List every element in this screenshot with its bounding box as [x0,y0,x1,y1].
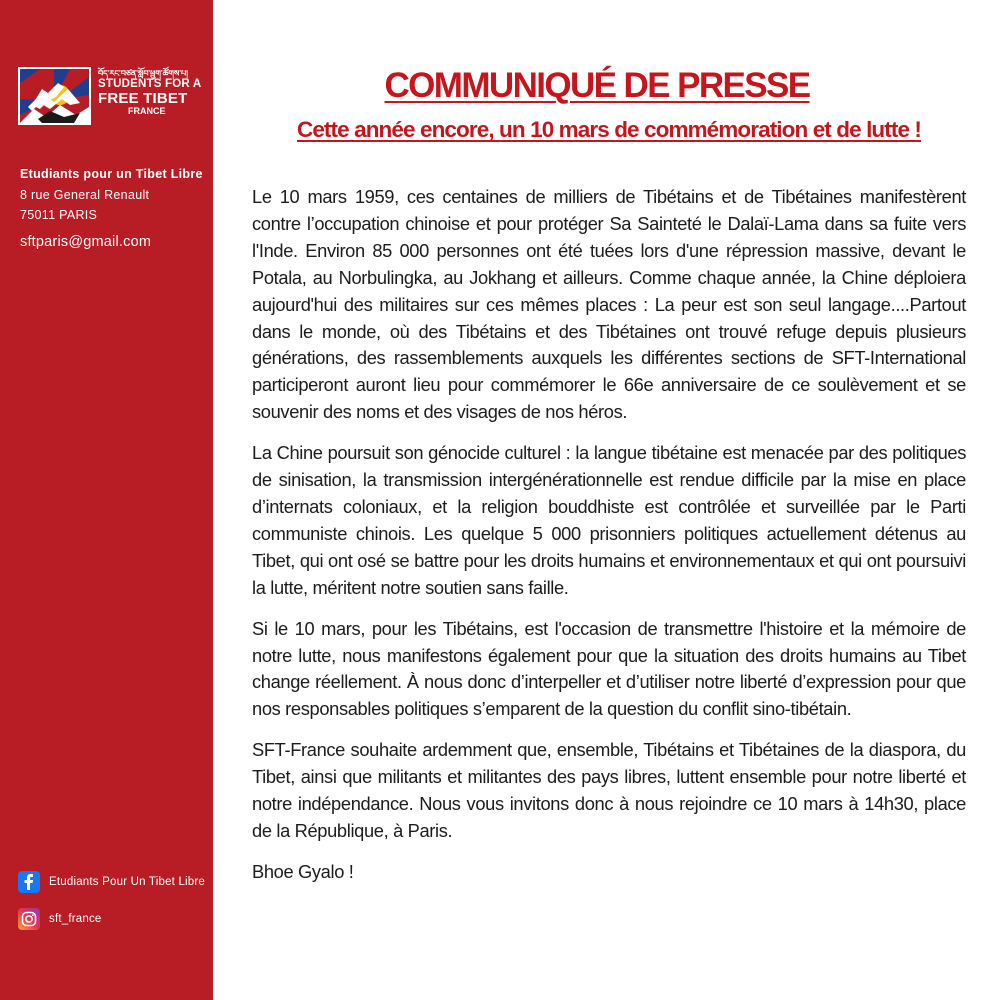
logo-wordmark [98,69,208,117]
address-line-2: 75011 PARIS [20,208,98,222]
sidebar [0,0,213,1000]
closing-line: Bhoe Gyalo ! [252,860,354,882]
page-title: COMMUNIQUÉ DE PRESSE [384,66,810,105]
contact-block [20,166,210,250]
paragraph-1: Le 10 mars 1959, ces centaines de milliers de Tibétains et de Tibétaines manifestèrent contre l’occupation chinoise et pour protéger Sa Sainteté le Dalaï-Lama dans sa fuite vers l'Inde. Environ 85 000 personnes ont été tuées lors d'une répression massive, devant le Potala, au Norbulingka, au Jokhang et ailleurs. Comme chaque année, la Chine déploiera aujourd'hui des militaires sur ces mêmes places : La peur est son seul langage....Partout dans le monde, où des Tibétains et des Tibétaines ont trouvé refuge depuis plusieurs générations, des rassemblements auxquels les différentes sections de SFT-International participeront auront lieu pour commémorer le 66e anniversaire de ce soulèvement et se souvenir des noms et des visages de nos héros. [252,186,966,423]
facebook-link[interactable] [18,870,213,894]
email-link[interactable]: sftparis@gmail.com [20,234,152,250]
paragraph-3: Si le 10 mars, pour les Tibétains, est l'occasion de transmettre l'histoire et la mémoire de notre lutte, nous manifestons également pour que la situation des droits humains au Tibet change réellement. À nous donc d’interpeller et d’utiliser notre liberté d’expression pour que nos responsables politiques s’emparent de la question du conflit sino-tibétain. [252,617,966,720]
snow-lion-flag-emblem [18,67,91,125]
logo-tibetan-script: བོད་རང་བཙན་སློབ་ཕྲུག་ཚོགས་པ། [98,69,188,78]
body-text [252,184,966,900]
logo-line-2: FREE TIBET [98,90,188,107]
page-subtitle: Cette année encore, un 10 mars de commémoration et de lutte ! [296,117,922,142]
instagram-label: sft_france [49,913,102,925]
org-name: Etudiants pour un Tibet Libre [20,167,203,181]
logo-line-1: STUDENTS FOR A [98,78,202,90]
paragraph-2: La Chine poursuit son génocide culturel : la langue tibétaine est menacée par des politiques de sinisation, la transmission intergénérationnelle est rendue difficile par la mise en place d’internats coloniaux, et la religion bouddhiste est contrôlée et surveillée par le Parti communiste chinois. Les quelque 5 000 prisonniers politiques actuellement détenus au Tibet, qui ont osé se battre pour les droits humains et environnementaux et qui ont poursuivi la lutte, méritent notre soutien sans faille. [252,442,966,598]
facebook-label: Etudiants Pour Un Tibet Libre [49,876,206,888]
instagram-link[interactable] [18,907,213,931]
facebook-icon [18,871,40,893]
sft-logo[interactable] [18,67,202,127]
paragraph-4: SFT-France souhaite ardemment que, ensemble, Tibétains et Tibétaines de la diaspora, du Tibet, ainsi que militants et militantes des pays libres, luttent ensemble pour notre liberté et notre indépendance. Nous vous invitons donc à nous rejoindre ce 10 mars à 14h30, place de la République, à Paris. [252,739,966,841]
address-line-1: 8 rue General Renault [20,188,150,202]
logo-country: FRANCE [128,106,166,116]
instagram-icon [18,908,40,930]
